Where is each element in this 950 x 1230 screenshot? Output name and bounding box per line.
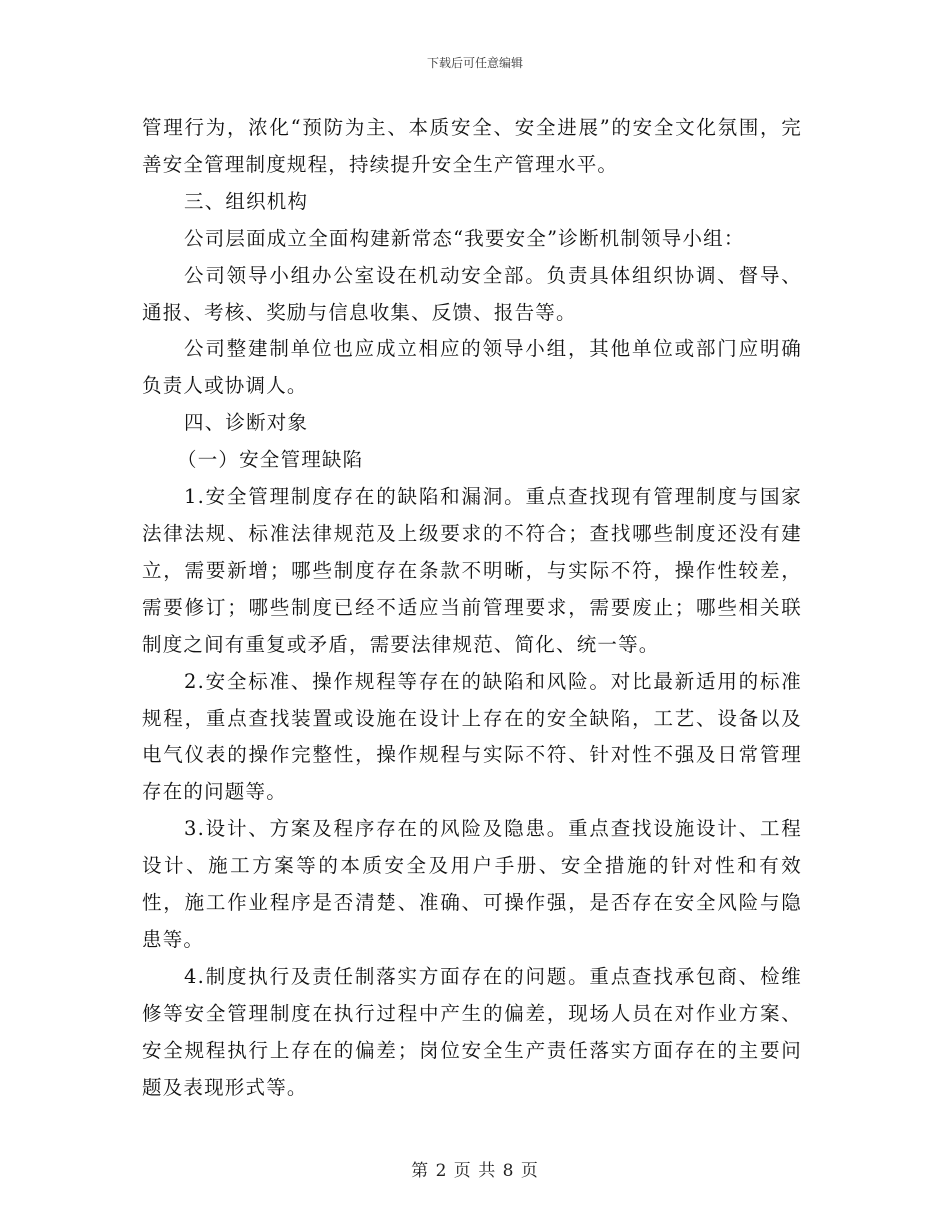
paragraph-continuation: 管理行为，浓化“预防为主、本质安全、安全进展”的安全文化氛围，完善安全管理制度规程，持续提升安全生产管理水平。 xyxy=(142,116,802,176)
list-item-2: 2.安全标准、操作规程等存在的缺陷和风险。对比最新适用的标准规程，重点查找装置或设施在设计上存在的安全缺陷，工艺、设备以及电气仪表的操作完整性，操作规程与实际不符、针对性不强及日常管理存在的问题等。 xyxy=(142,669,802,804)
section-heading-organization: 三、组织机构 xyxy=(184,189,309,213)
list-item-1: 1.安全管理制度存在的缺陷和漏洞。重点查找现有管理制度与国家法律法规、标准法律规范及上级要求的不符合；查找哪些制度还没有建立，需要新增；哪些制度存在条款不明晰，与实际不符，操作性较差，需要修订；哪些制度已经不适应当前管理要求，需要废止；哪些相关联制度之间有重复或矛盾，需要法律规范、简化、统一等。 xyxy=(142,485,802,656)
section-heading-diagnosis-objects: 四、诊断对象 xyxy=(184,411,309,435)
document-body xyxy=(142,110,802,1106)
paragraph-units: 公司整建制单位也应成立相应的领导小组，其他单位或部门应明确负责人或协调人。 xyxy=(142,337,802,398)
page-header-note: 下载后可任意编辑 xyxy=(426,56,523,70)
list-item-3: 3.设计、方案及程序存在的风险及隐患。重点查找设施设计、工程设计、施工方案等的本质安全及用户手册、安全措施的针对性和有效性，施工作业程序是否清楚、准确、可操作强，是否存在安全风险与隐患等。 xyxy=(142,817,802,951)
paragraph-leadership-group: 公司层面成立全面构建新常态“我要安全”诊断机制领导小组： xyxy=(184,226,745,250)
paragraph-office: 公司领导小组办公室设在机动安全部。负责具体组织协调、督导、通报、考核、奖励与信息收集、反馈、报告等。 xyxy=(142,263,802,324)
subsection-heading-management-defects: （一）安全管理缺陷 xyxy=(177,448,364,472)
list-item-4: 4.制度执行及责任制落实方面存在的问题。重点查找承包商、检维修等安全管理制度在执行过程中产生的偏差，现场人员在对作业方案、安全规程执行上存在的偏差；岗位安全生产责任落实方面存在的主要问题及表现形式等。 xyxy=(142,964,802,1099)
page-number-footer: 第 2 页 共 8 页 xyxy=(411,1161,539,1181)
